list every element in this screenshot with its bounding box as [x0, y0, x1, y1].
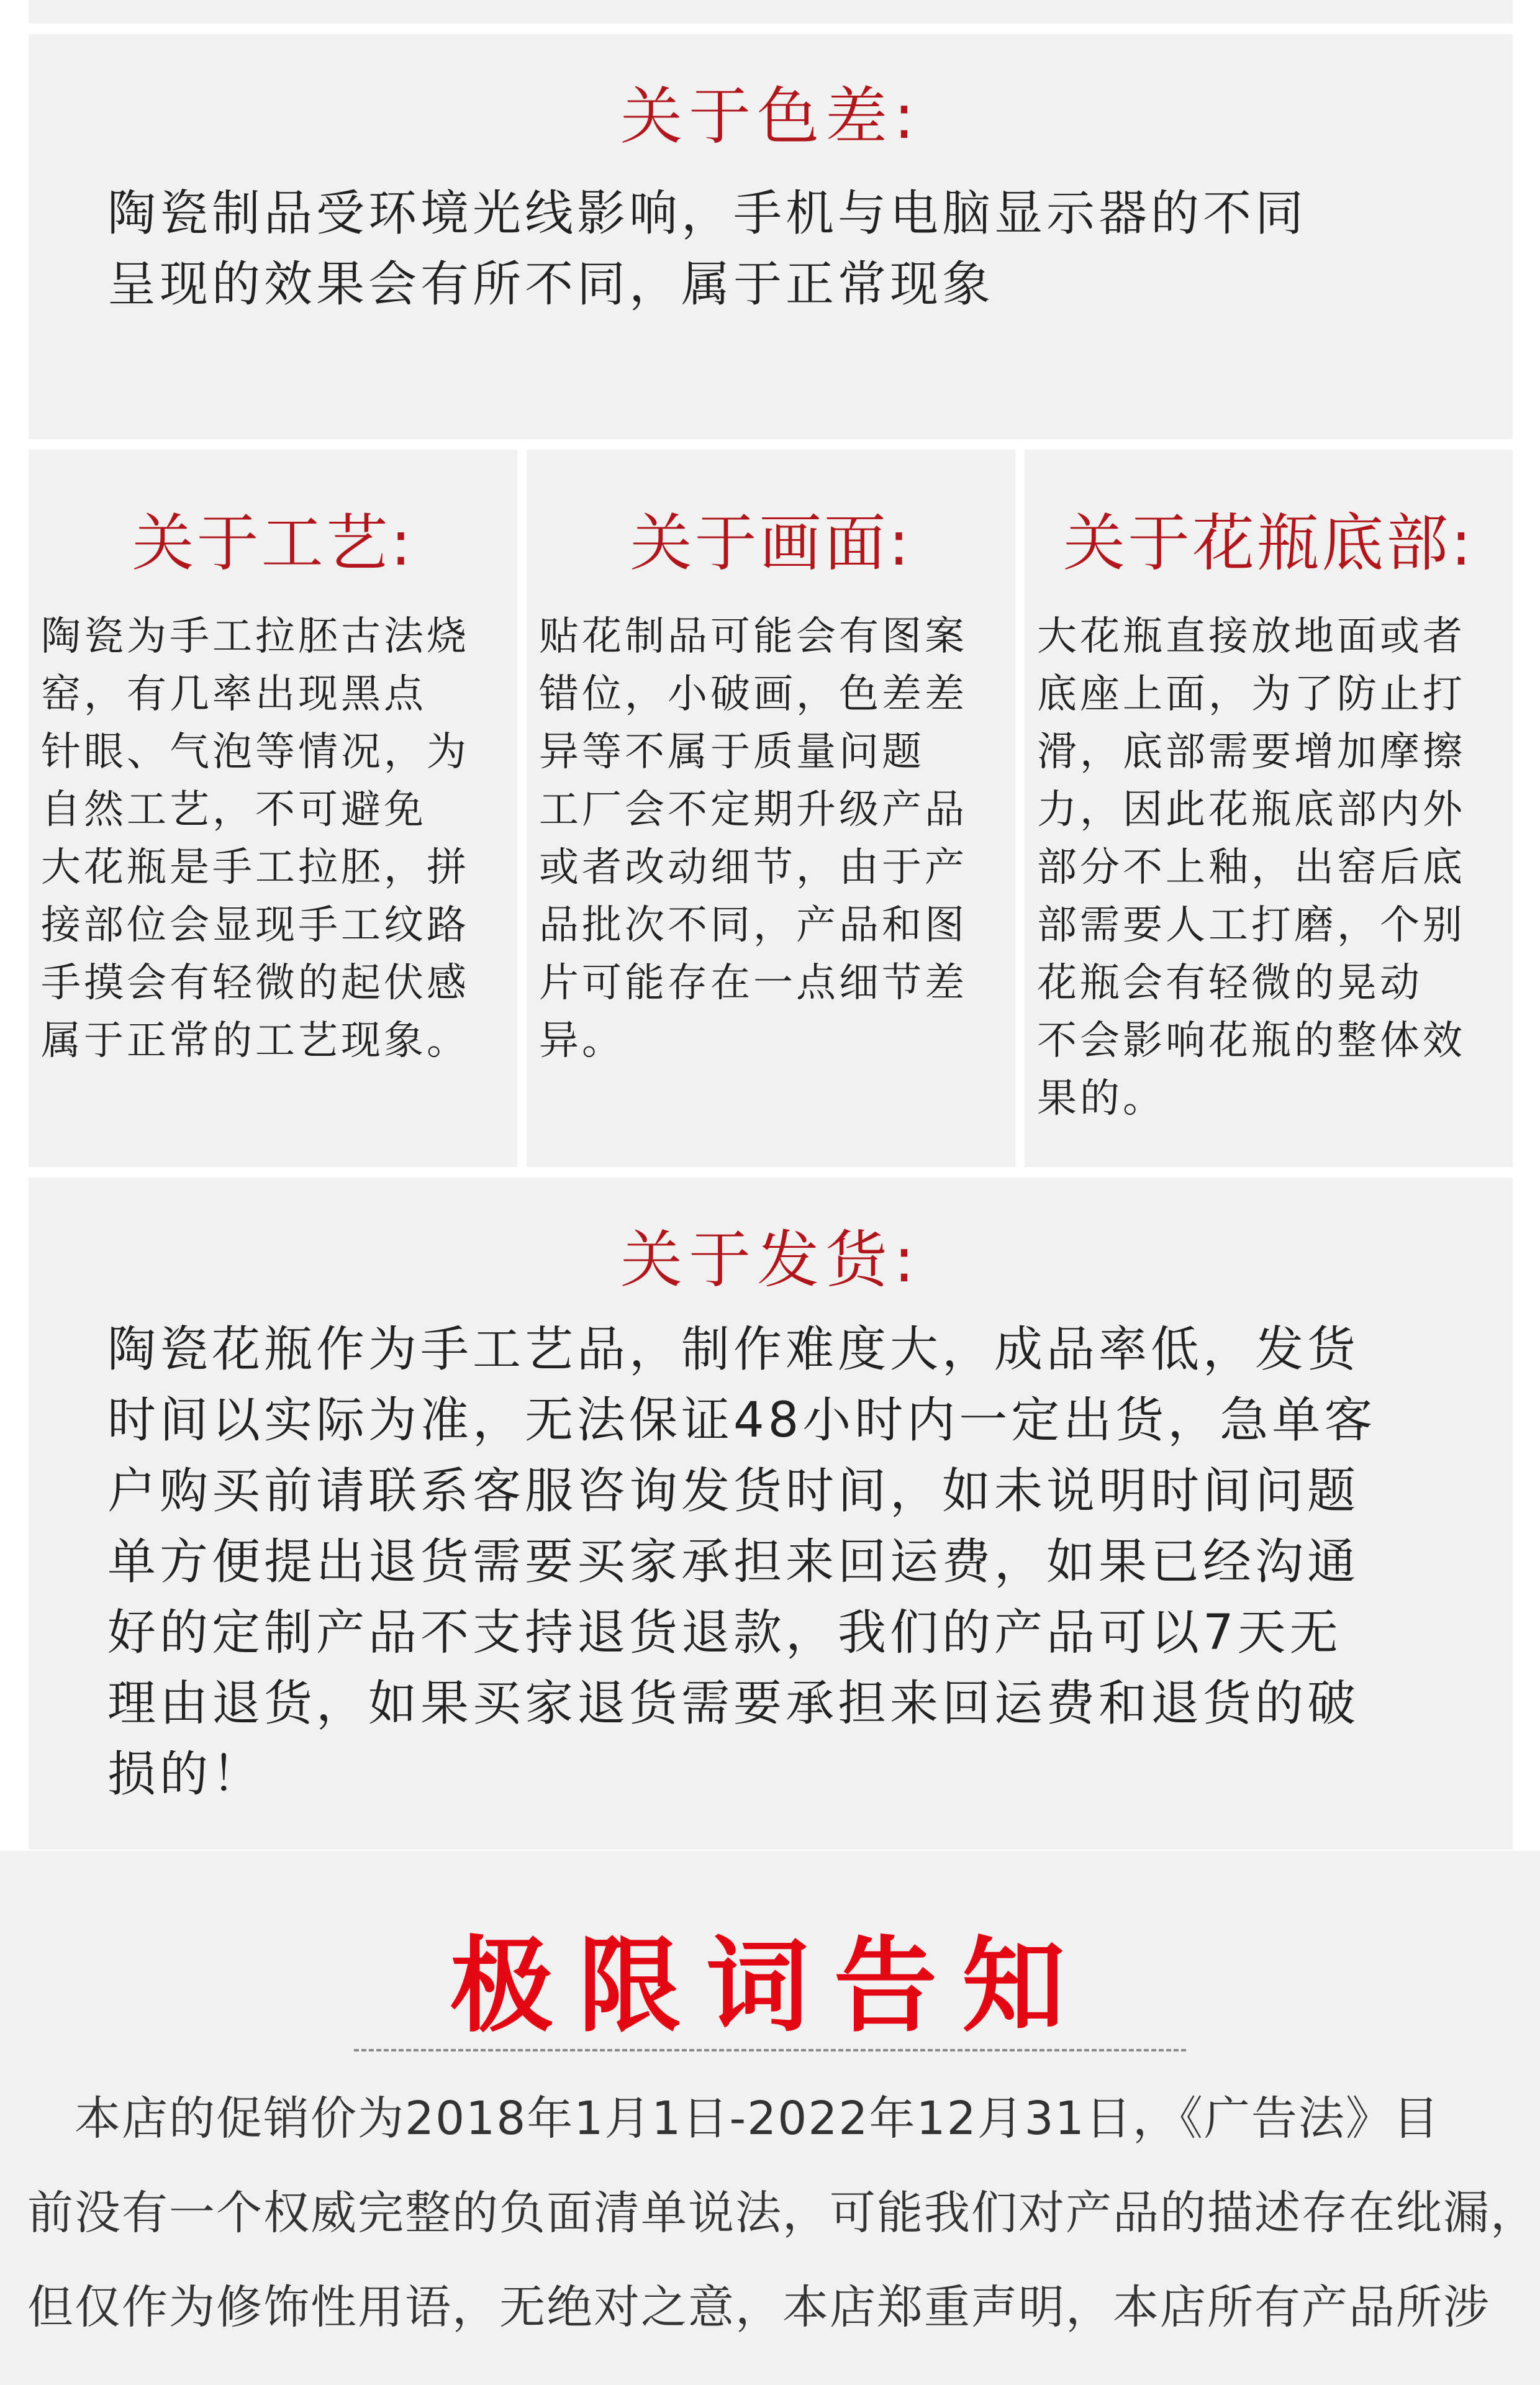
picture-text [539, 608, 1003, 1070]
text-line: 异。 [539, 1018, 625, 1064]
text-line: 时间以实际为准，无法保证48小时内一定出货，急单客 [107, 1392, 1377, 1448]
color-difference-section [29, 34, 1513, 439]
text-line: 陶瓷为手工拉胚古法烧 [41, 614, 469, 660]
text-line: 或者改动细节，由于产 [539, 845, 967, 891]
text-line: 底座上面，为了防止打 [1037, 671, 1465, 717]
notice-title: 极限词告知 [450, 1927, 1090, 2047]
text-line: 但仅作为修饰性用语，无绝对之意，本店郑重声明，本店所有产品所涉 [27, 2281, 1490, 2334]
text-line: 窑，有几率出现黑点 [41, 671, 427, 717]
text-line: 大花瓶是手工拉胚，拼 [41, 845, 469, 891]
text-line: 好的定制产品不支持退货退款，我们的产品可以7天无 [107, 1605, 1342, 1661]
text-line: 异等不属于质量问题 [539, 729, 925, 775]
shipping-section [29, 1178, 1513, 1850]
text-line: 前没有一个权威完整的负面清单说法，可能我们对产品的描述存在纰漏， [27, 2186, 1538, 2240]
text-line: 损的！ [107, 1747, 265, 1802]
craft-title: 关于工艺: [132, 507, 414, 579]
text-line: 错位，小破画，色差差 [539, 671, 967, 717]
shipping-title: 关于发货: [620, 1224, 921, 1296]
vase-base-text [1037, 608, 1500, 1128]
vase-base-title: 关于花瓶底部: [1063, 507, 1474, 579]
text-line: 理由退货，如果买家退货需要承担来回运费和退货的破 [107, 1676, 1360, 1732]
text-line: 本店的促销价为2018年1月1日-2022年12月31日，《广告法》目 [27, 2092, 1440, 2145]
picture-title: 关于画面: [630, 507, 912, 579]
text-line: 属于正常的工艺现象。 [41, 1018, 469, 1064]
text-line: 果的。 [1037, 1076, 1166, 1122]
top-panel-edge [29, 0, 1513, 24]
text-line: 片可能存在一点细节差 [539, 960, 967, 1006]
craft-text [41, 608, 505, 1070]
vase-base-section [1025, 450, 1513, 1167]
text-line: 自然工艺，不可避免 [41, 787, 427, 833]
text-line: 不会影响花瓶的整体效 [1037, 1018, 1465, 1064]
dashed-divider [354, 2049, 1186, 2051]
text-line: 呈现的效果会有所不同，属于正常现象 [107, 257, 995, 312]
text-line: 接部位会显现手工纹路 [41, 902, 469, 948]
text-line: 大花瓶直接放地面或者 [1037, 614, 1465, 660]
extreme-words-notice-section [0, 1851, 1540, 2385]
text-line: 手摸会有轻微的起伏感 [41, 960, 469, 1006]
text-line: 品批次不同，产品和图 [539, 902, 967, 948]
shipping-text [107, 1314, 1475, 1810]
text-line: 花瓶会有轻微的晃动 [1037, 960, 1423, 1006]
color-difference-text [107, 178, 1475, 320]
text-line: 贴花制品可能会有图案 [539, 614, 967, 660]
text-line: 滑，底部需要增加摩擦 [1037, 729, 1465, 775]
text-line: 单方便提出退货需要买家承担来回运费，如果已经沟通 [107, 1534, 1360, 1590]
text-line: 工厂会不定期升级产品 [539, 787, 967, 833]
color-difference-title: 关于色差: [620, 80, 921, 153]
text-line: 部需要人工打磨，个别 [1037, 902, 1465, 948]
craft-section [29, 450, 517, 1167]
text-line: 陶瓷制品受环境光线影响，手机与电脑显示器的不同 [107, 186, 1308, 242]
text-line: 针眼、气泡等情况，为 [41, 729, 469, 775]
picture-section [527, 450, 1015, 1167]
text-line: 力，因此花瓶底部内外 [1037, 787, 1465, 833]
text-line: 部分不上釉，出窑后底 [1037, 845, 1465, 891]
text-line: 户购买前请联系客服咨询发货时间，如未说明时间问题 [107, 1463, 1360, 1519]
text-line: 陶瓷花瓶作为手工艺品，制作难度大，成品率低，发货 [107, 1322, 1360, 1378]
notice-text [27, 2071, 1538, 2355]
